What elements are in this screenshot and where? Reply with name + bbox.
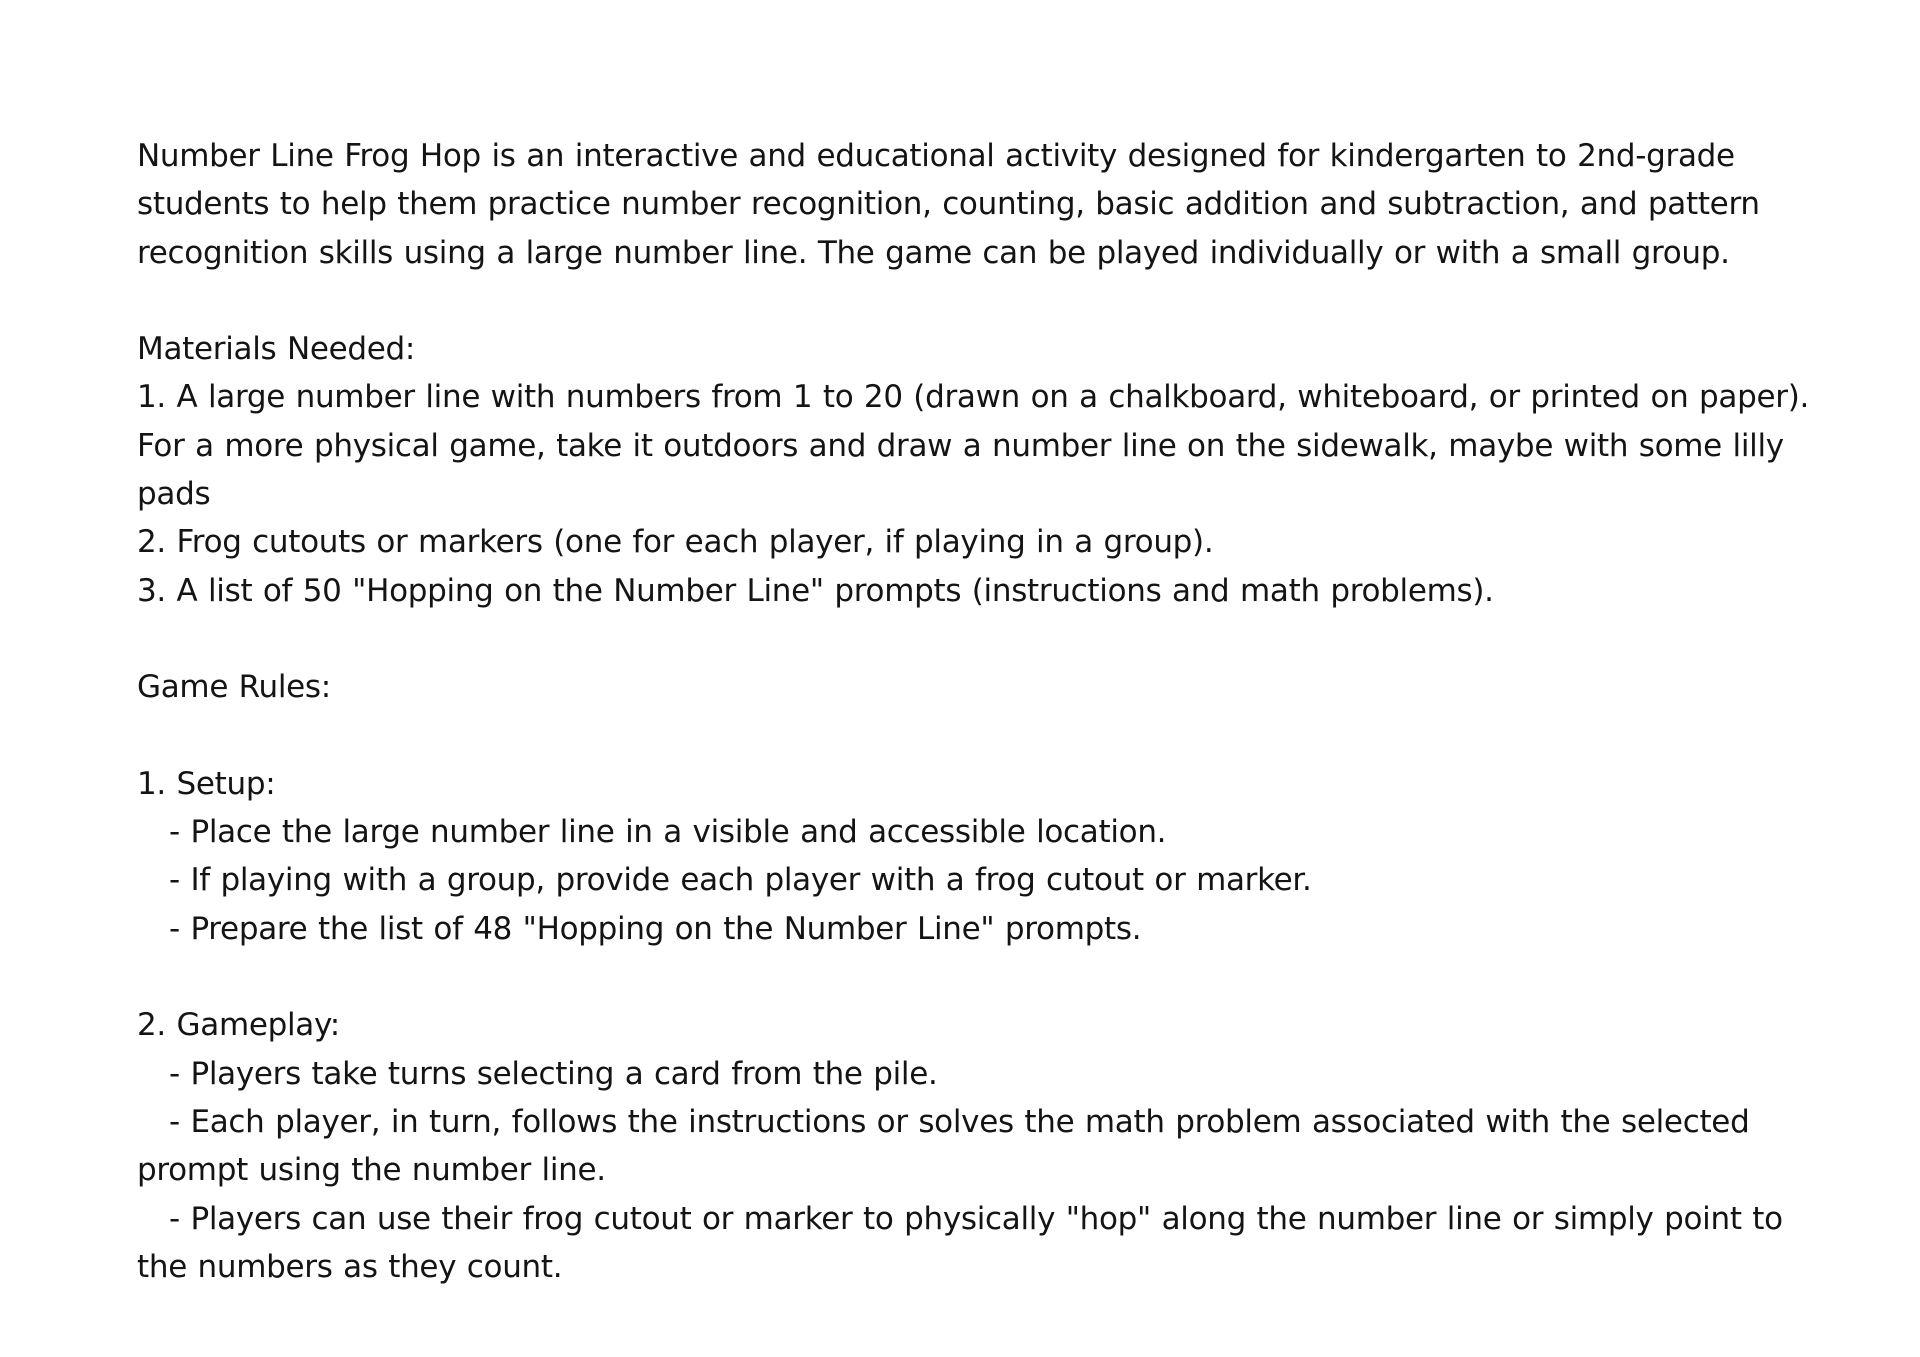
materials-item: 2. Frog cutouts or markers (one for each player, if playing in a group). bbox=[137, 524, 1214, 561]
blank-line bbox=[137, 712, 1817, 760]
materials-heading: Materials Needed: bbox=[137, 331, 416, 368]
blank-line bbox=[137, 277, 1817, 325]
blank-line bbox=[137, 615, 1817, 663]
gameplay-item: - Players can use their frog cutout or marker to physically "hop" along the number line or simply point to the numbers as they count. bbox=[137, 1200, 1783, 1285]
setup-item: - Prepare the list of 48 "Hopping on the Number Line" prompts. bbox=[169, 910, 1142, 947]
intro-paragraph: Number Line Frog Hop is an interactive and educational activity designed for kindergarten to 2nd-grade students to help them practice number recognition, counting, basic addition and subtraction, and pattern recognition skills using a large number line. The game can be played individually or with a small group. bbox=[137, 138, 1760, 271]
gameplay-heading: 2. Gameplay: bbox=[137, 1007, 340, 1044]
document-body bbox=[137, 132, 1817, 1291]
materials-item: 1. A large number line with numbers from 1 to 20 (drawn on a chalkboard, whiteboard, or printed on paper). For a more physical game, take it outdoors and draw a number line on the sidewalk, maybe with some lilly pads bbox=[137, 379, 1810, 513]
gameplay-item: - Players take turns selecting a card from the pile. bbox=[169, 1055, 938, 1092]
materials-item: 3. A list of 50 "Hopping on the Number Line" prompts (instructions and math problems). bbox=[137, 572, 1494, 609]
game-rules-heading: Game Rules: bbox=[137, 669, 331, 706]
setup-item: - If playing with a group, provide each player with a frog cutout or marker. bbox=[169, 862, 1312, 899]
gameplay-item: - Each player, in turn, follows the instructions or solves the math problem associated with the selected prompt using the number line. bbox=[137, 1103, 1750, 1189]
setup-item: - Place the large number line in a visible and accessible location. bbox=[169, 814, 1167, 851]
blank-line bbox=[137, 953, 1817, 1001]
setup-heading: 1. Setup: bbox=[137, 765, 276, 802]
